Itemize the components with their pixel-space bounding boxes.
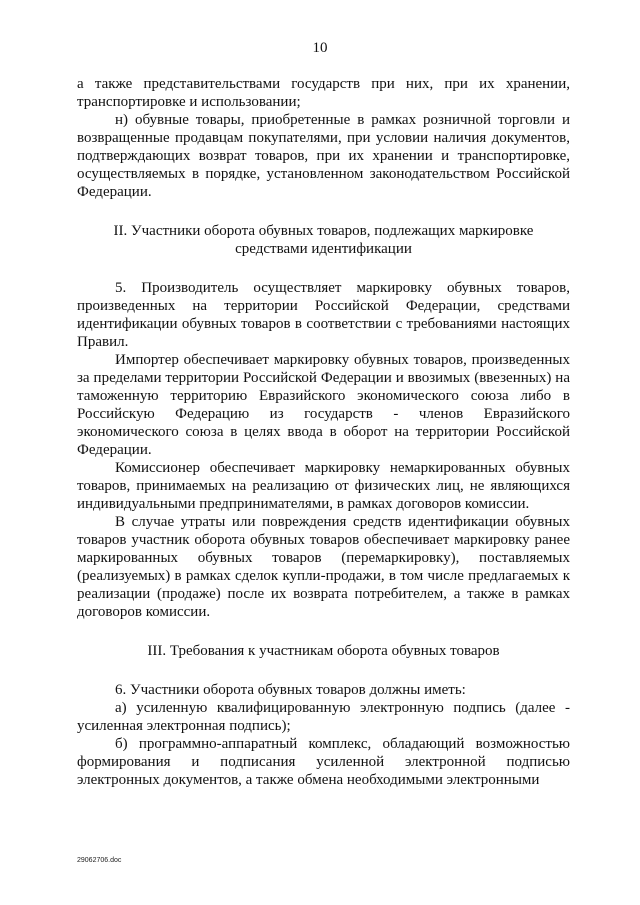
footer-filename: 29062706.doc	[77, 857, 122, 864]
document-body	[77, 75, 570, 789]
paragraph-continuation: а также представительствами государств при них, при их хранении, транспортировке и использовании;	[77, 76, 570, 110]
paragraph-item-n: н) обувные товары, приобретенные в рамках розничной торговли и возвращенные продавцам покупателями, при условии наличия документов, подтверждающих возврат товаров, при их хранении и транспортировке, осуществляемых в порядке, установленном законодательством Российской Федерации.	[77, 112, 570, 200]
paragraph-item-5: 5. Производитель осуществляет маркировку обувных товаров, произведенных на территории Российской Федерации, средствами идентификации обувных товаров в соответствии с требованиями настоящих Правил.	[77, 280, 570, 350]
paragraph-item-6: 6. Участники оборота обувных товаров должны иметь:	[115, 682, 466, 698]
paragraph-remarking: В случае утраты или повреждения средств идентификации обувных товаров участник оборота обувных товаров обеспечивает маркировку ранее маркированных обувных товаров (перемаркировку), поставляемых (реализуемых) в рамках сделок купли-продажи, в том числе предлагаемых к реализации (продаже) после их возврата потребителем, а также в рамках договоров комиссии.	[77, 514, 570, 620]
section-heading-2: II. Участники оборота обувных товаров, подлежащих маркировке средствами идентификации	[113, 223, 534, 257]
paragraph-commissioner: Комиссионер обеспечивает маркировку немаркированных обувных товаров, принимаемых на реализацию от физических лиц, не являющихся индивидуальными предпринимателями, в рамках договоров комиссии.	[77, 460, 570, 512]
page-number: 10	[312, 40, 328, 56]
paragraph-item-b: б) программно-аппаратный комплекс, обладающий возможностью формирования и подписания усиленной электронной подписью электронных документов, а также обмена необходимыми электронными	[77, 736, 570, 788]
section-heading-3: III. Требования к участникам оборота обувных товаров	[147, 643, 500, 659]
paragraph-importer: Импортер обеспечивает маркировку обувных товаров, произведенных за пределами территории Российской Федерации и ввозимых (ввезенных) на таможенную территорию Евразийского экономического союза либо в Российскую Федерацию из государств - членов Евразийского экономического союза в целях ввода в оборот на территории Российской Федерации.	[77, 352, 570, 458]
paragraph-item-a: а) усиленную квалифицированную электронную подпись (далее - усиленная электронная подпись);	[77, 700, 570, 734]
